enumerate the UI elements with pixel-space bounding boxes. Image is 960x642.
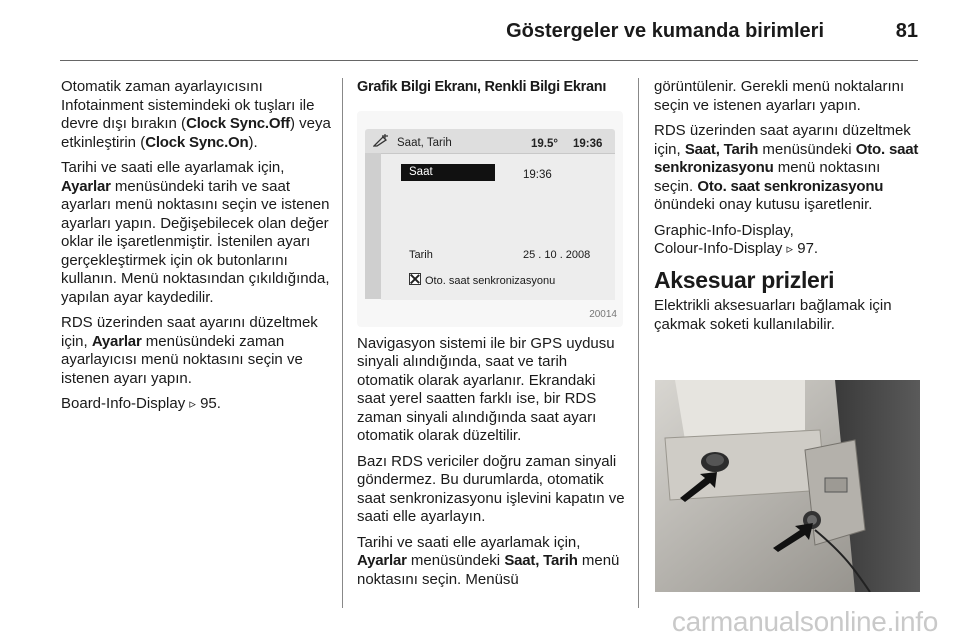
paragraph-auto-sync — [654, 122, 922, 215]
display-screen — [365, 129, 615, 299]
text: 95. — [195, 395, 221, 412]
accessory-socket-photo — [655, 380, 920, 592]
column-divider-1 — [342, 78, 343, 608]
text: ). — [248, 133, 258, 151]
clock-settings-icon — [373, 134, 391, 148]
text: 97. — [793, 240, 819, 257]
column-3 — [654, 78, 922, 341]
text: Colour-Info-Display — [654, 240, 787, 257]
text: menü noktasını seçin. — [654, 159, 881, 195]
checkbox-label: Oto. saat senkronizasyonu — [425, 274, 556, 287]
paragraph-rds — [61, 314, 333, 388]
text: Otomatik zaman ayarlayıcısını Infotainment sistemindeki ok tuşları ile devre dışı bırakın ( — [61, 78, 315, 132]
text: ) veya etkinleştirin ( — [61, 115, 331, 151]
display-side-strip — [365, 153, 381, 299]
header-divider — [60, 60, 918, 61]
watermark: carmanualsonline.info — [671, 606, 938, 637]
term-ayarlar: Ayarlar — [357, 552, 407, 569]
column-divider-2 — [638, 78, 639, 608]
text: Graphic-Info-Display, — [654, 221, 794, 239]
paragraph-continued: görüntülenir. Gerekli menü noktalarını seçin ve istenen ayarları yapın. — [654, 78, 905, 114]
term-oto-saat-senkronizasyonu: Oto. saat senkronizasyonu — [697, 177, 884, 195]
page-title: Göstergeler ve kumanda birimleri — [506, 20, 824, 42]
date-value: 25 . 10 . 2008 — [523, 248, 591, 261]
paragraph-reference — [654, 222, 922, 259]
socket-illustration — [655, 380, 920, 592]
term-clock-sync-off: Clock Sync.Off — [186, 115, 290, 132]
paragraph-gps: Navigasyon sistemi ile bir GPS uydusu sinyali alındığında, saat ve tarih otomatik olarak ayarlanır. Ekrandaki saat yerel saatten farklı ise, bir RDS zaman sinyali alındığında saat ayarı otomatik olarak düzeltilir. — [357, 334, 615, 444]
section-heading: Aksesuar prizleri — [654, 266, 835, 293]
text: menü noktasını seçin. Menüsü — [357, 552, 620, 588]
text: Tarihi ve saati elle ayarlamak için, — [61, 159, 285, 176]
paragraph-accessory: Elektrikli aksesuarları bağlamak için çakmak soketi kullanılabilir. — [654, 297, 892, 333]
text: Board-Info-Display — [61, 395, 190, 412]
text: RDS üzerinden saat ayarını düzeltmek için, — [654, 122, 911, 158]
page-ref-arrow-icon: ▹ — [786, 241, 794, 256]
column-2 — [357, 78, 627, 596]
text: Tarihi ve saati elle ayarlamak için, — [357, 533, 581, 551]
checkbox-icon — [409, 273, 421, 285]
figure-title: Grafik Bilgi Ekranı, Renkli Bilgi Ekranı — [357, 79, 607, 95]
term-saat-tarih: Saat, Tarih — [684, 140, 759, 158]
text: menüsündeki zaman ayarlayıcısı menü noktasını seçin ve istenen ayarı yapın. — [61, 332, 303, 387]
text: menüsündeki — [758, 140, 856, 158]
term-ayarlar: Ayarlar — [91, 332, 142, 350]
time-value: 19:36 — [523, 168, 552, 181]
term-oto-saat-senkronizasyonu: Oto. saat senkronizasyonu — [654, 140, 919, 176]
menu-item-saat: Saat — [401, 164, 495, 181]
display-temperature: 19.5° — [531, 137, 558, 150]
term-saat-tarih: Saat, Tarih — [504, 552, 578, 569]
term-ayarlar: Ayarlar — [61, 177, 111, 195]
display-header — [365, 129, 615, 153]
paragraph-rds-signal: Bazı RDS vericiler doğru zaman sinyali göndermez. Bu durumlarda, otomatik saat senkronizasyonu işlevini kapatın ve saati elle ayarlayın. — [357, 452, 625, 525]
page-ref-arrow-icon: ▹ — [189, 396, 196, 411]
paragraph-manual-set — [61, 159, 333, 307]
page-number: 81 — [895, 20, 918, 42]
paragraph-clock-sync — [61, 78, 333, 152]
text: menüsündeki — [406, 552, 505, 569]
paragraph-manual-menu — [357, 534, 627, 590]
term-clock-sync-on: Clock Sync.On — [145, 133, 249, 151]
display-clock: 19:36 — [573, 137, 603, 150]
auto-sync-option — [409, 272, 555, 291]
display-menu-panel — [381, 153, 615, 300]
text: önündeki onay kutusu işaretlenir. — [654, 196, 873, 213]
menu-item-tarih: Tarih — [409, 248, 433, 261]
text: menüsündeki tarih ve saat ayarları menü noktasını seçin ve istenen ayarları yapın. Değişebilecek olan değer oklar ile işaretlenmiştir. İstenilen ayarı gerçekleştirmek için ok butonlarını kullanın. Menü noktasından çıkıldığında, yapılan ayar kaydedilir. — [61, 177, 330, 306]
figure-code: 20014 — [589, 309, 617, 320]
page-header — [0, 0, 960, 62]
info-display-figure — [357, 111, 623, 327]
text: RDS üzerinden saat ayarını düzeltmek için, — [61, 314, 318, 350]
column-1 — [61, 78, 333, 421]
paragraph-reference — [61, 395, 333, 414]
display-title: Saat, Tarih — [397, 136, 452, 149]
